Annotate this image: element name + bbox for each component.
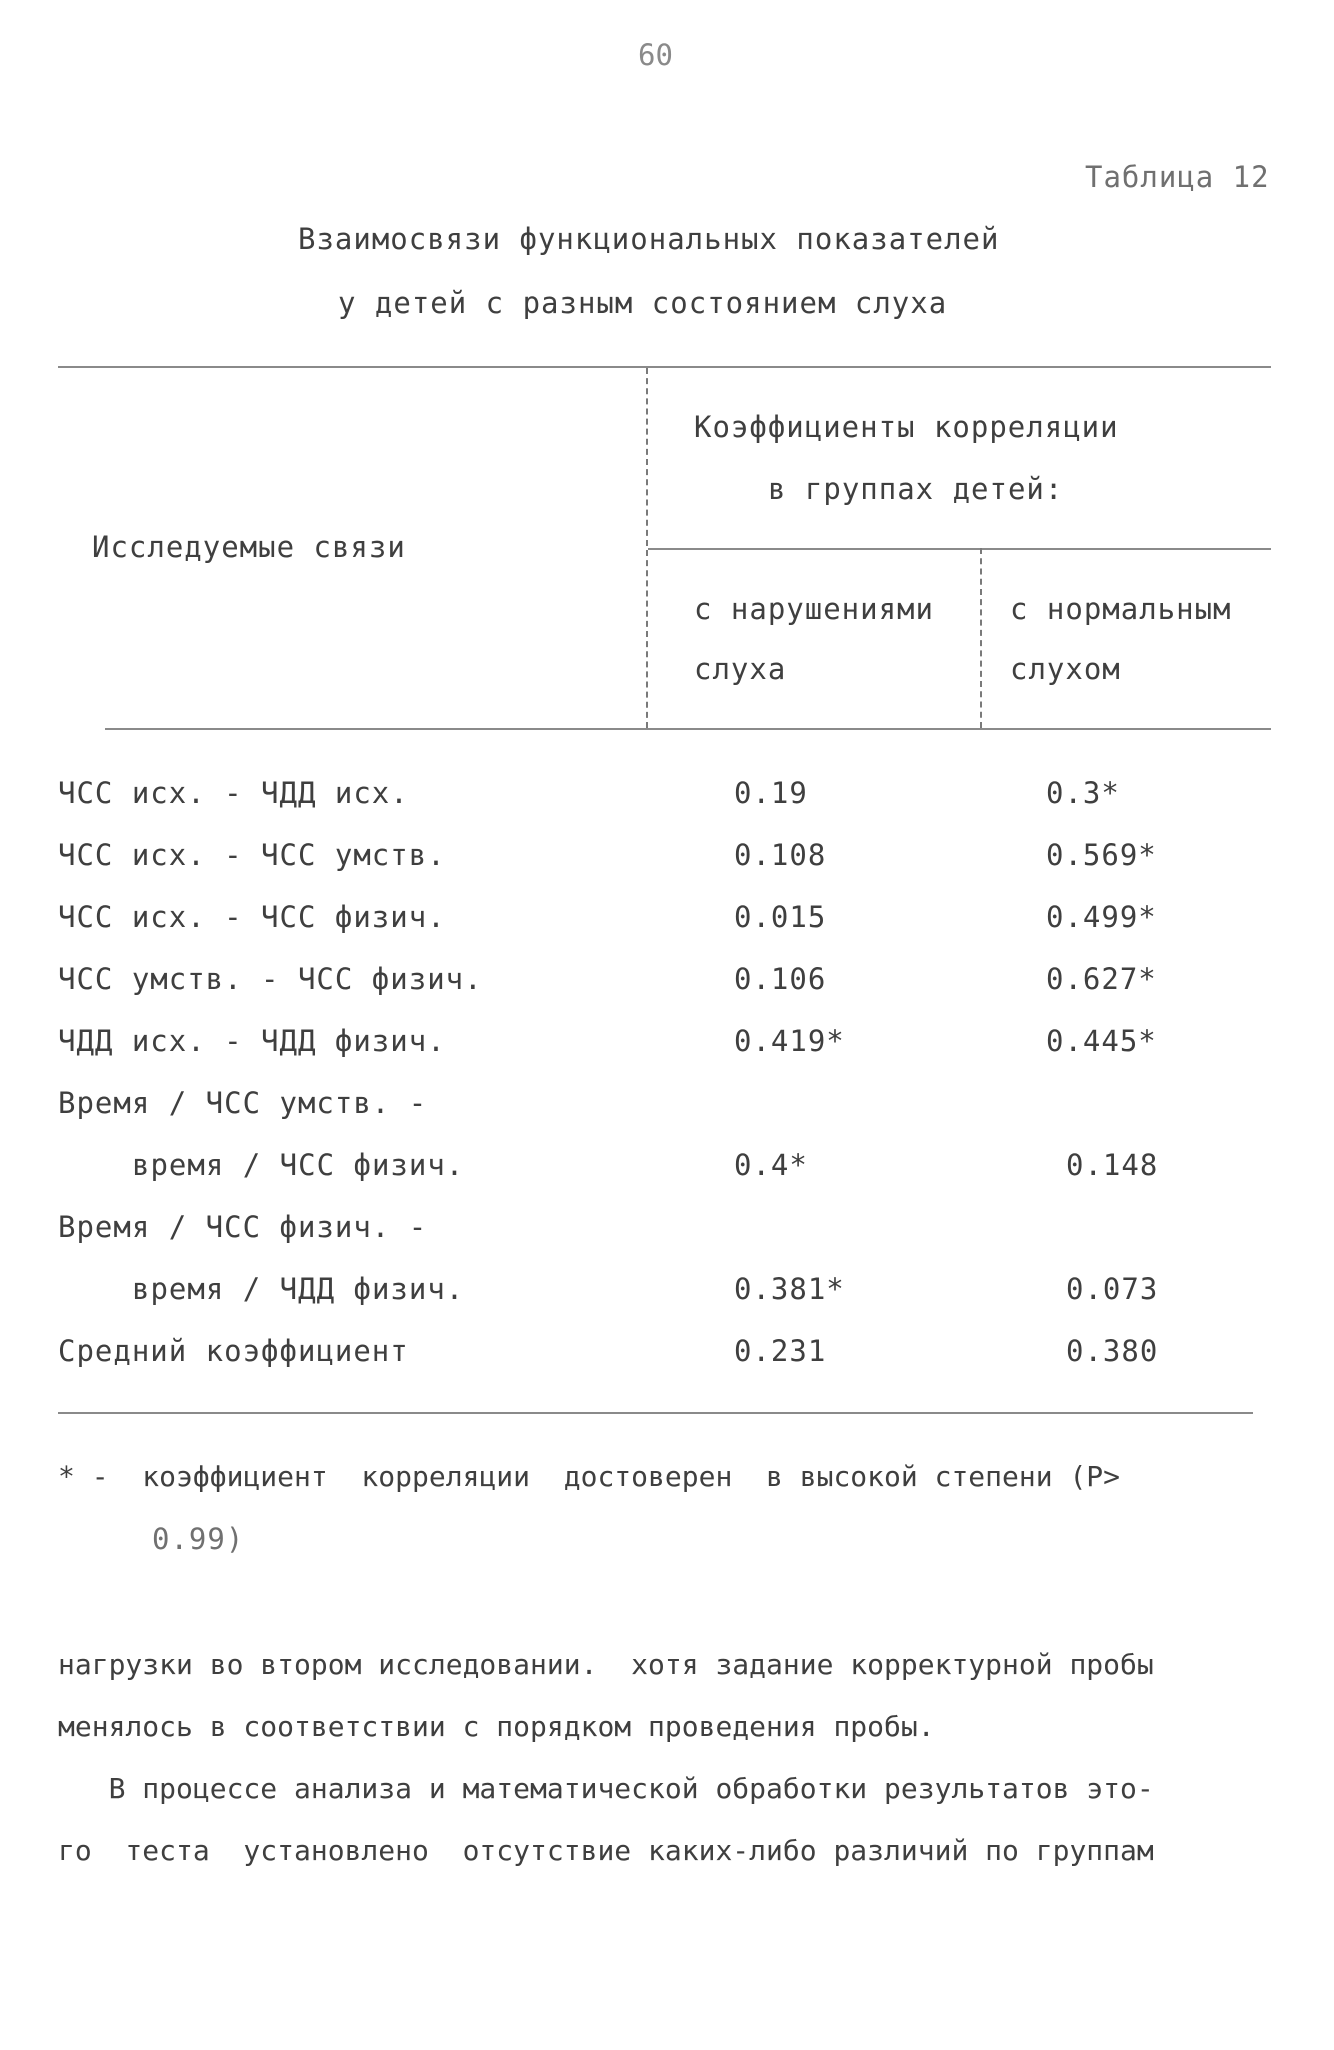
table-subheader-rule bbox=[648, 548, 1271, 550]
header-coefficients-line2: в группах детей: bbox=[768, 472, 1064, 506]
table-row-label: ЧСС умств. - ЧСС физич. bbox=[58, 962, 483, 996]
table-cell-normal: 0.073 bbox=[1066, 1272, 1159, 1306]
table-cell-normal: 0.380 bbox=[1066, 1334, 1159, 1368]
table-column-divider-1 bbox=[646, 368, 648, 728]
table-cell-impaired: 0.19 bbox=[734, 776, 808, 810]
body-line-1: нагрузки во втором исследовании. хотя задание корректурной пробы bbox=[58, 1648, 1154, 1681]
header-normal-line1: с нормальным bbox=[1010, 592, 1232, 626]
table-title-line2: у детей с разным состоянием слуха bbox=[338, 286, 948, 320]
header-impaired-line1: с нарушениями bbox=[694, 592, 934, 626]
table-cell-impaired: 0.231 bbox=[734, 1334, 827, 1368]
table-row-label: Средний коэффициент bbox=[58, 1334, 409, 1368]
table-bottom-rule bbox=[58, 1412, 1253, 1414]
table-row-label: Время / ЧСС физич. - bbox=[58, 1210, 428, 1244]
table-cell-impaired: 0.106 bbox=[734, 962, 827, 996]
table-cell-impaired: 0.419* bbox=[734, 1024, 845, 1058]
table-row-label: Время / ЧСС умств. - bbox=[58, 1086, 428, 1120]
page-number: 60 bbox=[638, 38, 673, 72]
body-line-4: го теста установлено отсутствие каких-либо различий по группам bbox=[58, 1834, 1154, 1867]
table-cell-normal: 0.569* bbox=[1046, 838, 1157, 872]
footnote-line1: * - коэффициент корреляции достоверен в высокой степени (Р> bbox=[58, 1460, 1121, 1493]
table-cell-impaired: 0.108 bbox=[734, 838, 827, 872]
header-impaired-line2: слуха bbox=[694, 652, 787, 686]
table-row-label: ЧСС исх. - ЧДД исх. bbox=[58, 776, 409, 810]
table-label: Таблица 12 bbox=[1085, 160, 1270, 194]
table-top-rule bbox=[58, 366, 1271, 368]
table-row-label: ЧДД исх. - ЧДД физич. bbox=[58, 1024, 446, 1058]
table-column-divider-2 bbox=[980, 548, 982, 728]
table-cell-normal: 0.148 bbox=[1066, 1148, 1159, 1182]
table-row-label: ЧСС исх. - ЧСС умств. bbox=[58, 838, 446, 872]
table-row-label: ЧСС исх. - ЧСС физич. bbox=[58, 900, 446, 934]
footnote-line2: 0.99) bbox=[152, 1522, 245, 1556]
header-coefficients-line1: Коэффициенты корреляции bbox=[694, 410, 1119, 444]
header-studied-links: Исследуемые связи bbox=[92, 530, 406, 564]
table-cell-normal: 0.499* bbox=[1046, 900, 1157, 934]
table-cell-normal: 0.627* bbox=[1046, 962, 1157, 996]
table-header-bottom-rule bbox=[105, 728, 1271, 730]
table-row-label-continuation: время / ЧСС физич. bbox=[132, 1148, 465, 1182]
table-row-label-continuation: время / ЧДД физич. bbox=[132, 1272, 465, 1306]
table-cell-impaired: 0.4* bbox=[734, 1148, 808, 1182]
table-cell-impaired: 0.381* bbox=[734, 1272, 845, 1306]
table-cell-normal: 0.445* bbox=[1046, 1024, 1157, 1058]
table-cell-normal: 0.3* bbox=[1046, 776, 1120, 810]
table-cell-impaired: 0.015 bbox=[734, 900, 827, 934]
body-line-3: В процессе анализа и математической обработки результатов это- bbox=[58, 1772, 1154, 1805]
header-normal-line2: слухом bbox=[1010, 652, 1121, 686]
table-title-line1: Взаимосвязи функциональных показателей bbox=[298, 222, 1000, 256]
body-line-2: менялось в соответствии с порядком проведения пробы. bbox=[58, 1710, 935, 1743]
